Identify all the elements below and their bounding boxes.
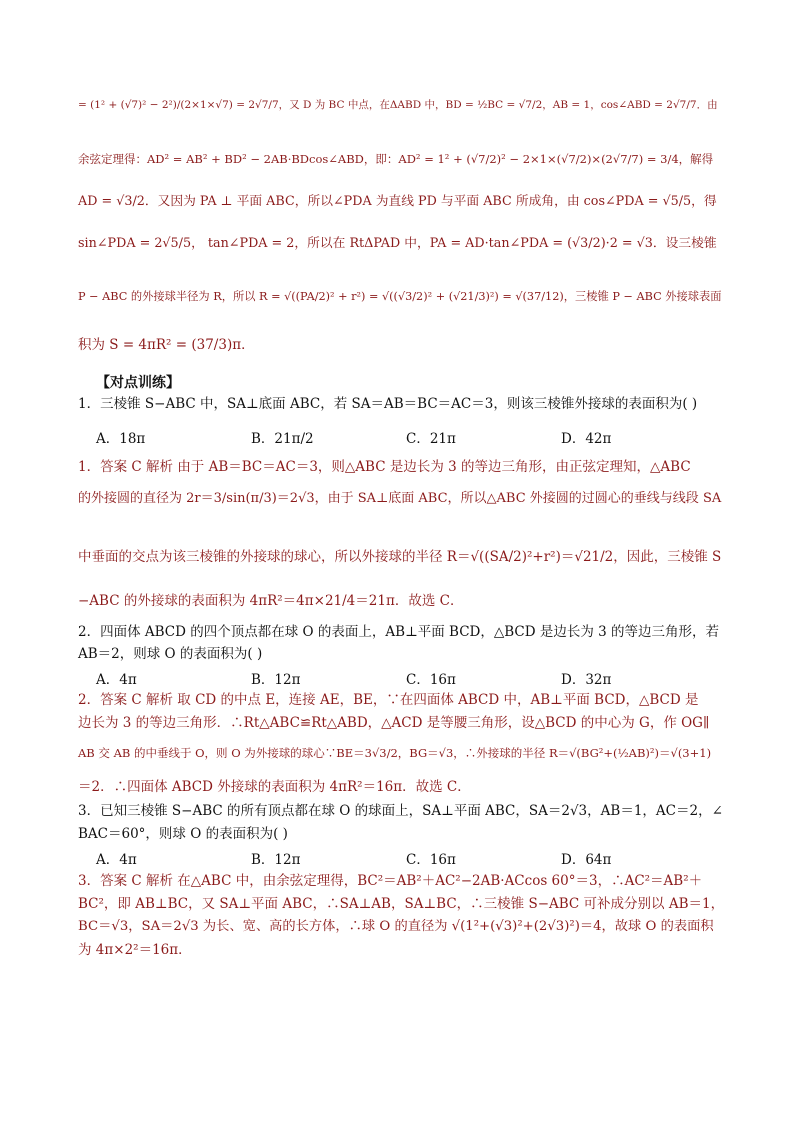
text-line: sin∠PDA = 2√5/5， tan∠PDA = 2，所以在 RtΔPAD 中，PA = AD·tan∠PDA = (√3/2)·2 = √3．设三棱锥 bbox=[78, 236, 717, 251]
option-b: B．21π/2 bbox=[251, 431, 314, 447]
text-line: AD = √3/2．又因为 PA ⊥ 平面 ABC，所以∠PDA 为直线 PD 与平面 ABC 所成角，由 cos∠PDA = √5/5，得 bbox=[78, 194, 717, 209]
answer-line: 1．答案 C 解析 由于 AB＝BC＝AC＝3，则△ABC 是边长为 3 的等边三角形，由正弦定理知，△ABC bbox=[78, 459, 691, 475]
answer-line: AB 交 AB 的中垂线于 O，则 O 为外接球的球心∵BE＝3√3/2，BG＝√3，∴外接球的半径 R＝√(BG²+(½AB)²)＝√(3+1) bbox=[78, 746, 712, 760]
answer-line: BC²，即 AB⊥BC，又 SA⊥平面 ABC，∴SA⊥AB，SA⊥BC，∴三棱锥 S−ABC 可补成分别以 AB＝1， bbox=[78, 896, 725, 912]
answer-line: ＝2．∴四面体 ABCD 外接球的表面积为 4πR²＝16π．故选 C． bbox=[78, 779, 471, 795]
answer-line: 的外接圆的直径为 2r＝3/sin(π/3)＝2√3，由于 SA⊥底面 ABC，所以△ABC 外接圆的过圆心的垂线与线段 SA bbox=[78, 491, 722, 506]
option-d: D．42π bbox=[561, 431, 612, 447]
answer-line: BC＝√3，SA＝2√3 为长、宽、高的长方体，∴球 O 的直径为 √(1²+(√3)²+(2√3)²)＝4，故球 O 的表面积 bbox=[78, 919, 714, 934]
text-line: P − ABC 的外接球半径为 R，所以 R = √((PA/2)² + r²) = √((√3/2)² + (√21/3)²) = √(37/12)，三棱锥 P − ABC 外接球表面 bbox=[78, 290, 722, 303]
option-d: D．32π bbox=[561, 672, 612, 688]
question-stem: 3．已知三棱锥 S−ABC 的所有顶点都在球 O 的球面上，SA⊥平面 ABC，SA＝2√3，AB＝1，AC＝2，∠ bbox=[78, 803, 723, 819]
answer-line: 中垂面的交点为该三棱锥的外接球的球心，所以外接球的半径 R＝√((SA/2)²+r²)＝√21/2，因此，三棱锥 S bbox=[78, 549, 722, 565]
text-line: = (1² + (√7)² − 2²)/(2×1×√7) = 2√7/7，又 D 为 BC 中点，在ΔABD 中，BD = ½BC = √7/2，AB = 1，cos∠ABD = 2√7/7．由 bbox=[78, 99, 718, 111]
answer-line: 2．答案 C 解析 取 CD 的中点 E，连接 AE，BE，∵在四面体 ABCD 中，AB⊥平面 BCD，△BCD 是 bbox=[78, 692, 699, 708]
answer-line: 边长为 3 的等边三角形．∴Rt△ABC≌Rt△ABD，△ACD 是等腰三角形，设△BCD 的中心为 G，作 OG∥ bbox=[78, 715, 710, 731]
question-stem: BAC＝60°，则球 O 的表面积为( ) bbox=[78, 826, 288, 842]
answer-line: 3．答案 C 解析 在△ABC 中，由余弦定理得，BC²＝AB²＋AC²−2AB·ACcos 60°＝3，∴AC²＝AB²＋ bbox=[78, 873, 703, 889]
question-stem: 2．四面体 ABCD 的四个顶点都在球 O 的表面上，AB⊥平面 BCD，△BCD 是边长为 3 的等边三角形，若 bbox=[78, 624, 720, 640]
text-line: 余弦定理得：AD² = AB² + BD² − 2AB·BDcos∠ABD，即：AD² = 1² + (√7/2)² − 2×1×(√7/2)×(2√7/7) = 3/4，解得 bbox=[78, 152, 714, 166]
option-a: A．4π bbox=[96, 672, 137, 688]
option-b: B．12π bbox=[251, 672, 301, 688]
question-stem: AB＝2，则球 O 的表面积为( ) bbox=[78, 646, 263, 662]
text-line: 积为 S = 4πR² = (37/3)π． bbox=[78, 337, 255, 353]
answer-line: 为 4π×2²＝16π． bbox=[78, 942, 192, 958]
option-c: C．16π bbox=[406, 852, 456, 868]
section-title: 【对点训练】 bbox=[96, 375, 180, 391]
question-stem: 1．三棱锥 S−ABC 中，SA⊥底面 ABC，若 SA＝AB＝BC＝AC＝3，则该三棱锥外接球的表面积为( ) bbox=[78, 396, 698, 412]
option-a: A．4π bbox=[96, 852, 137, 868]
answer-line: −ABC 的外接球的表面积为 4πR²＝4π×21/4＝21π．故选 C． bbox=[78, 593, 464, 609]
option-c: C．21π bbox=[406, 431, 456, 447]
option-b: B．12π bbox=[251, 852, 301, 868]
option-a: A．18π bbox=[96, 431, 146, 447]
option-c: C．16π bbox=[406, 672, 456, 688]
option-d: D．64π bbox=[561, 852, 612, 868]
